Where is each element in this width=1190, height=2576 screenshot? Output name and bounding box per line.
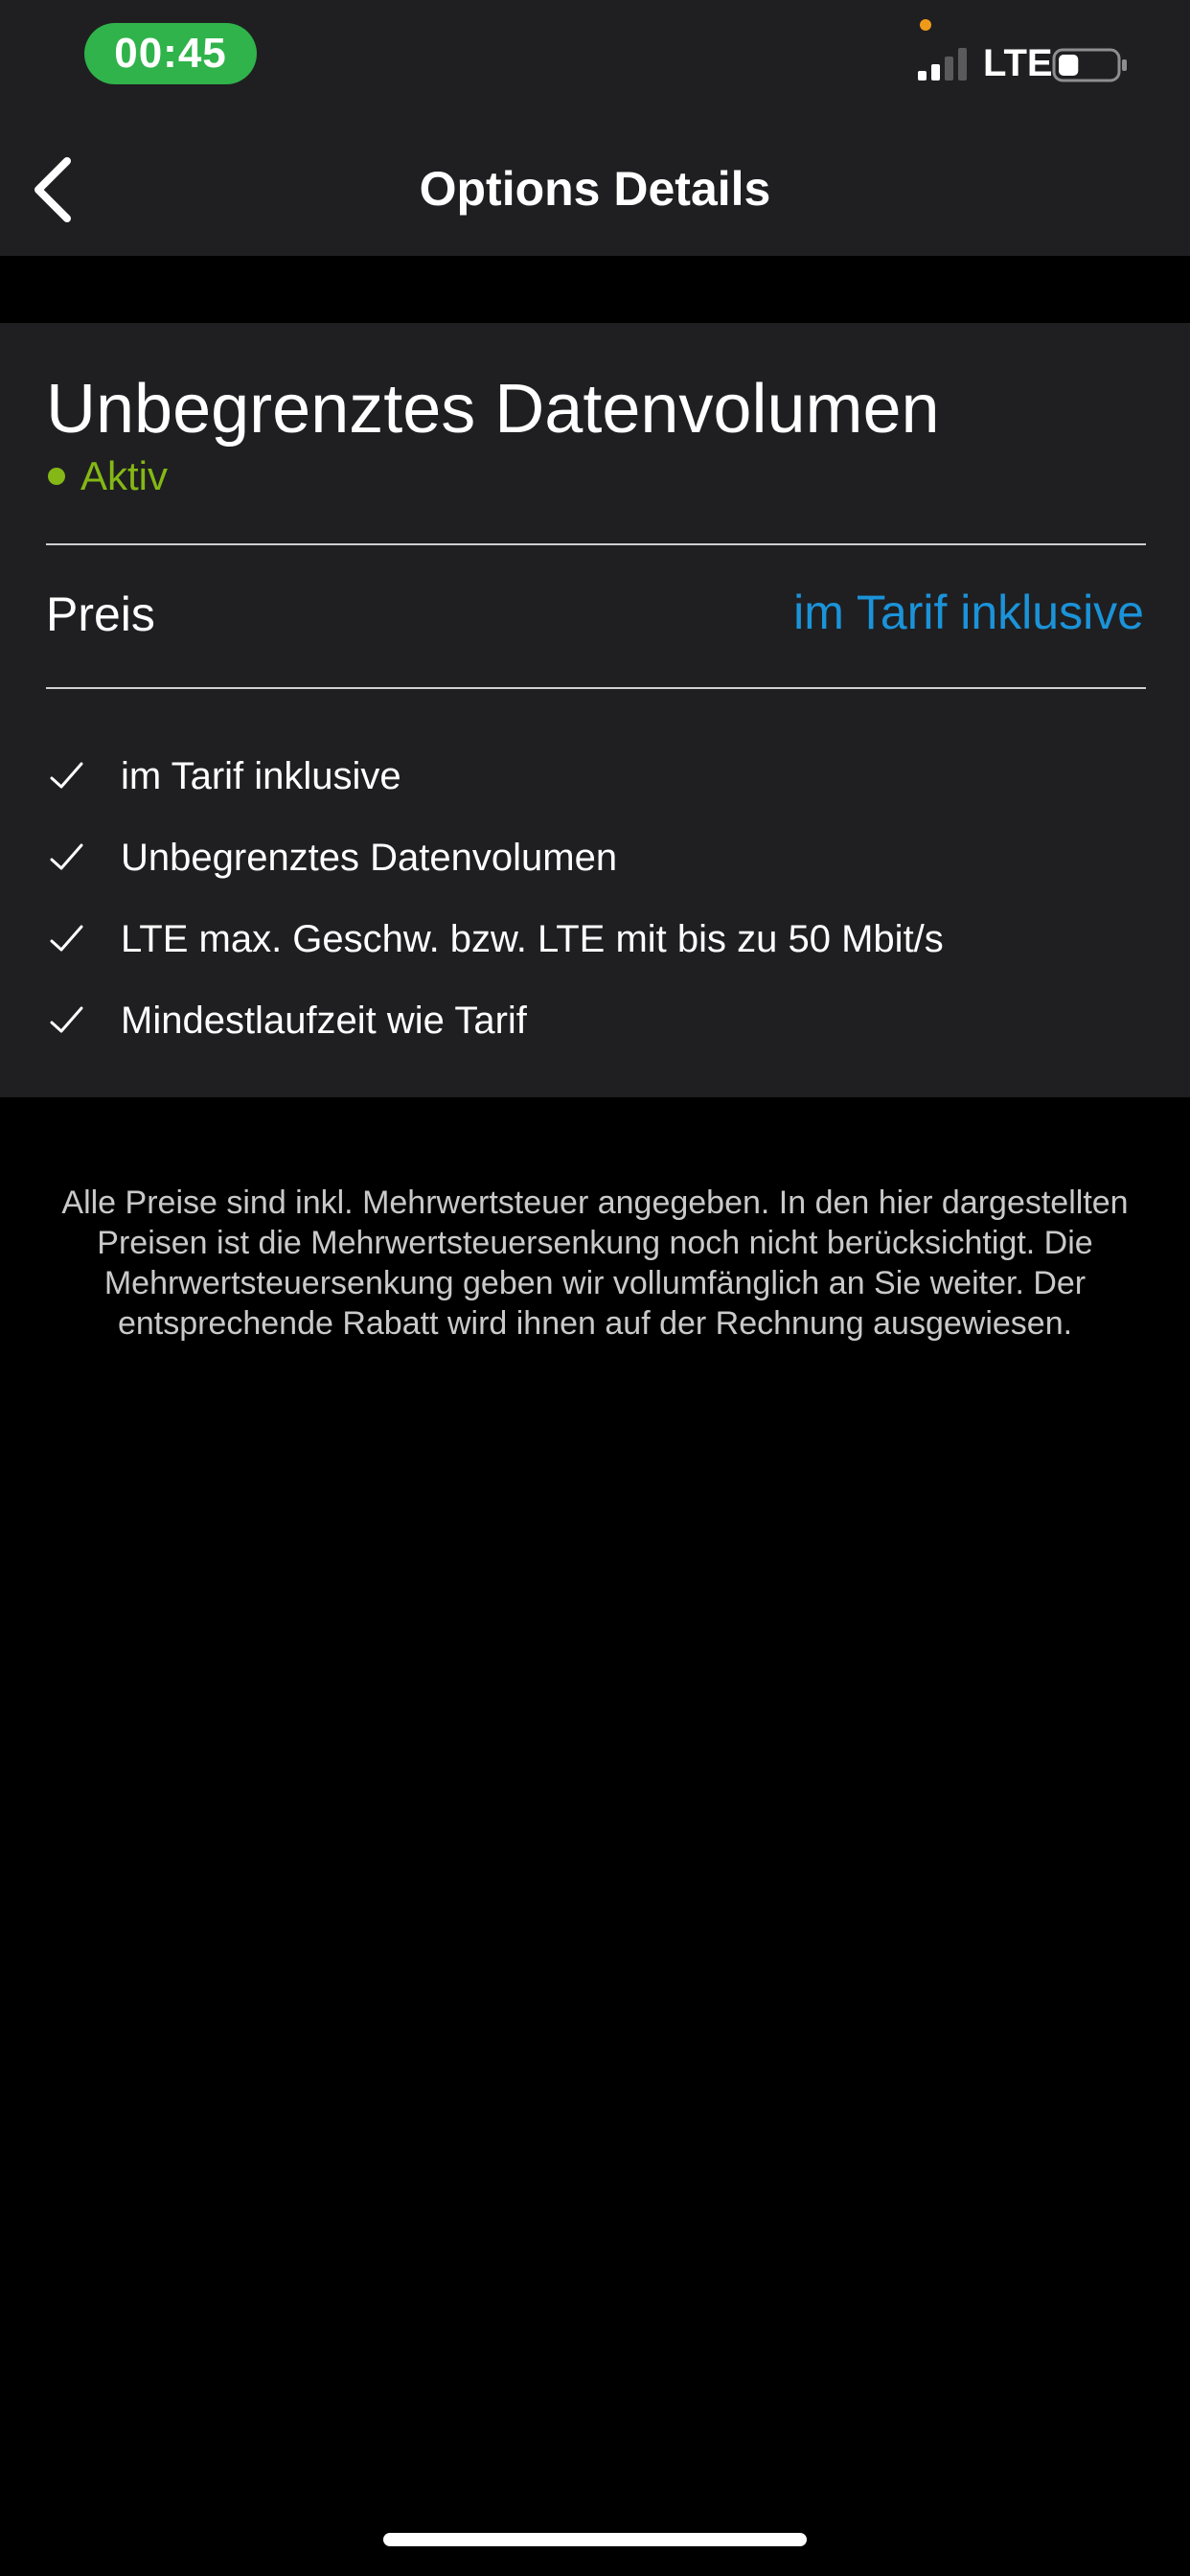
divider [46, 687, 1146, 689]
feature-text: im Tarif inklusive [121, 754, 401, 797]
list-item [46, 979, 1146, 1061]
feature-text: Mindestlaufzeit wie Tarif [121, 999, 527, 1042]
checkmark-icon [46, 918, 88, 960]
list-item [46, 898, 1146, 979]
option-status [48, 448, 168, 505]
page-title: Options Details [419, 162, 771, 216]
price-disclaimer: Alle Preise sind inkl. Mehrwertsteuer angegeben. In den hier dargestellten Preisen ist die Mehrwertsteuersenkung noch nicht berücksichtigt. Die Mehrwertsteuersenkung geben wir vollumfänglich an Sie weiter. Der entsprechende Rabatt wird ihnen auf der Rechnung ausgewiesen. [61, 1184, 1129, 1342]
feature-text: Unbegrenztes Datenvolumen [121, 836, 618, 879]
status-dot-icon [48, 468, 65, 485]
network-type-label: LTE [983, 42, 1053, 84]
privacy-indicator-dot [920, 19, 931, 31]
feature-text: LTE max. Geschw. bzw. LTE mit bis zu 50 Mbit/s [121, 917, 944, 960]
feature-list [46, 735, 1146, 1061]
option-title: Unbegrenztes Datenvolumen [46, 371, 940, 448]
battery-icon [1052, 46, 1129, 84]
checkmark-icon [46, 1000, 88, 1042]
option-details-card [0, 323, 1190, 1097]
status-time: 00:45 [84, 23, 257, 84]
price-label: Preis [46, 587, 155, 641]
checkmark-icon [46, 837, 88, 879]
cellular-signal-icon [916, 46, 970, 80]
price-value-link[interactable]: im Tarif inklusive [793, 586, 1144, 639]
header-area [0, 0, 1190, 256]
list-item [46, 816, 1146, 898]
divider [46, 543, 1146, 545]
checkmark-icon [46, 755, 88, 797]
list-item [46, 735, 1146, 816]
home-indicator[interactable] [383, 2533, 807, 2546]
status-label: Aktiv [80, 453, 169, 498]
